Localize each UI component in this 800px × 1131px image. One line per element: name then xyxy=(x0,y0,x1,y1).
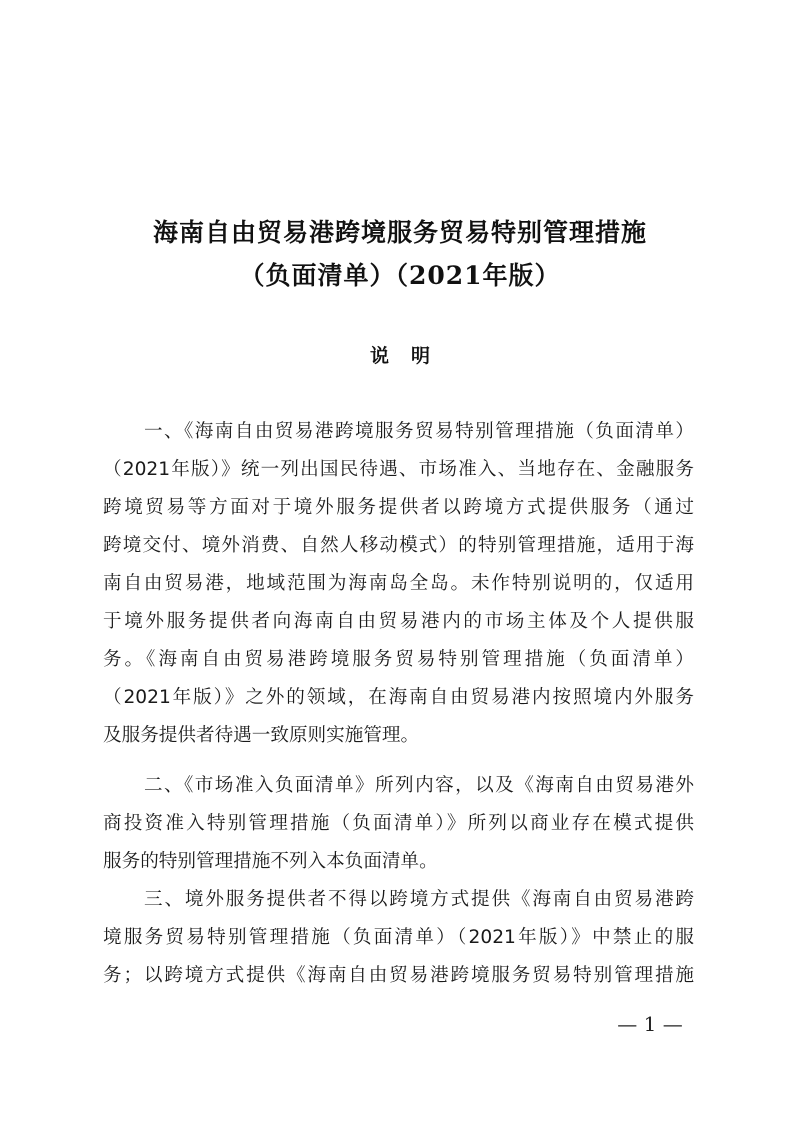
paragraph-1-line: （2021年版）》之外的领域，在海南自由贸易港内按照境内外服务 xyxy=(103,687,694,708)
paragraph-1-line: （2021年版）》统一列出国民待遇、市场准入、当地存在、金融服务 xyxy=(103,459,694,480)
paragraph-3-line: 三、境外服务提供者不得以跨境方式提供《海南自由贸易港跨 xyxy=(144,889,694,910)
document-title: 海南自由贸易港跨境服务贸易特别管理措施 xyxy=(152,218,647,247)
paragraph-2-line: 商投资准入特别管理措施（负面清单）》所列以商业存在模式提供 xyxy=(103,813,694,834)
paragraph-3-line: 务；以跨境方式提供《海南自由贸易港跨境服务贸易特别管理措施 xyxy=(103,965,694,986)
paragraph-1-line: 跨境交付、境外消费、自然人移动模式）的特别管理措施，适用于海 xyxy=(103,535,694,556)
section-heading: 说明 xyxy=(369,345,452,367)
paragraph-2-line: 服务的特别管理措施不列入本负面清单。 xyxy=(103,851,438,872)
paragraph-1-line: 跨境贸易等方面对于境外服务提供者以跨境方式提供服务（通过 xyxy=(103,497,694,518)
paragraph-3-line: 境服务贸易特别管理措施（负面清单）（2021年版）》中禁止的服 xyxy=(103,927,694,948)
paragraph-1-line: 一、《海南自由贸易港跨境服务贸易特别管理措施（负面清单） xyxy=(144,421,694,442)
page-number: — 1 — xyxy=(617,1012,683,1036)
paragraph-1-line: 及服务提供者待遇一致原则实施管理。 xyxy=(103,725,420,746)
paragraph-1-line: 务。《海南自由贸易港跨境服务贸易特别管理措施（负面清单） xyxy=(103,649,694,670)
paragraph-1-line: 南自由贸易港，地域范围为海南岛全岛。未作特别说明的，仅适用 xyxy=(103,573,694,594)
paragraph-2-line: 二、《市场准入负面清单》所列内容，以及《海南自由贸易港外 xyxy=(144,775,694,796)
document-subtitle: （负面清单）（2021年版） xyxy=(239,261,561,290)
paragraph-1-line: 于境外服务提供者向海南自由贸易港内的市场主体及个人提供服 xyxy=(103,611,694,632)
